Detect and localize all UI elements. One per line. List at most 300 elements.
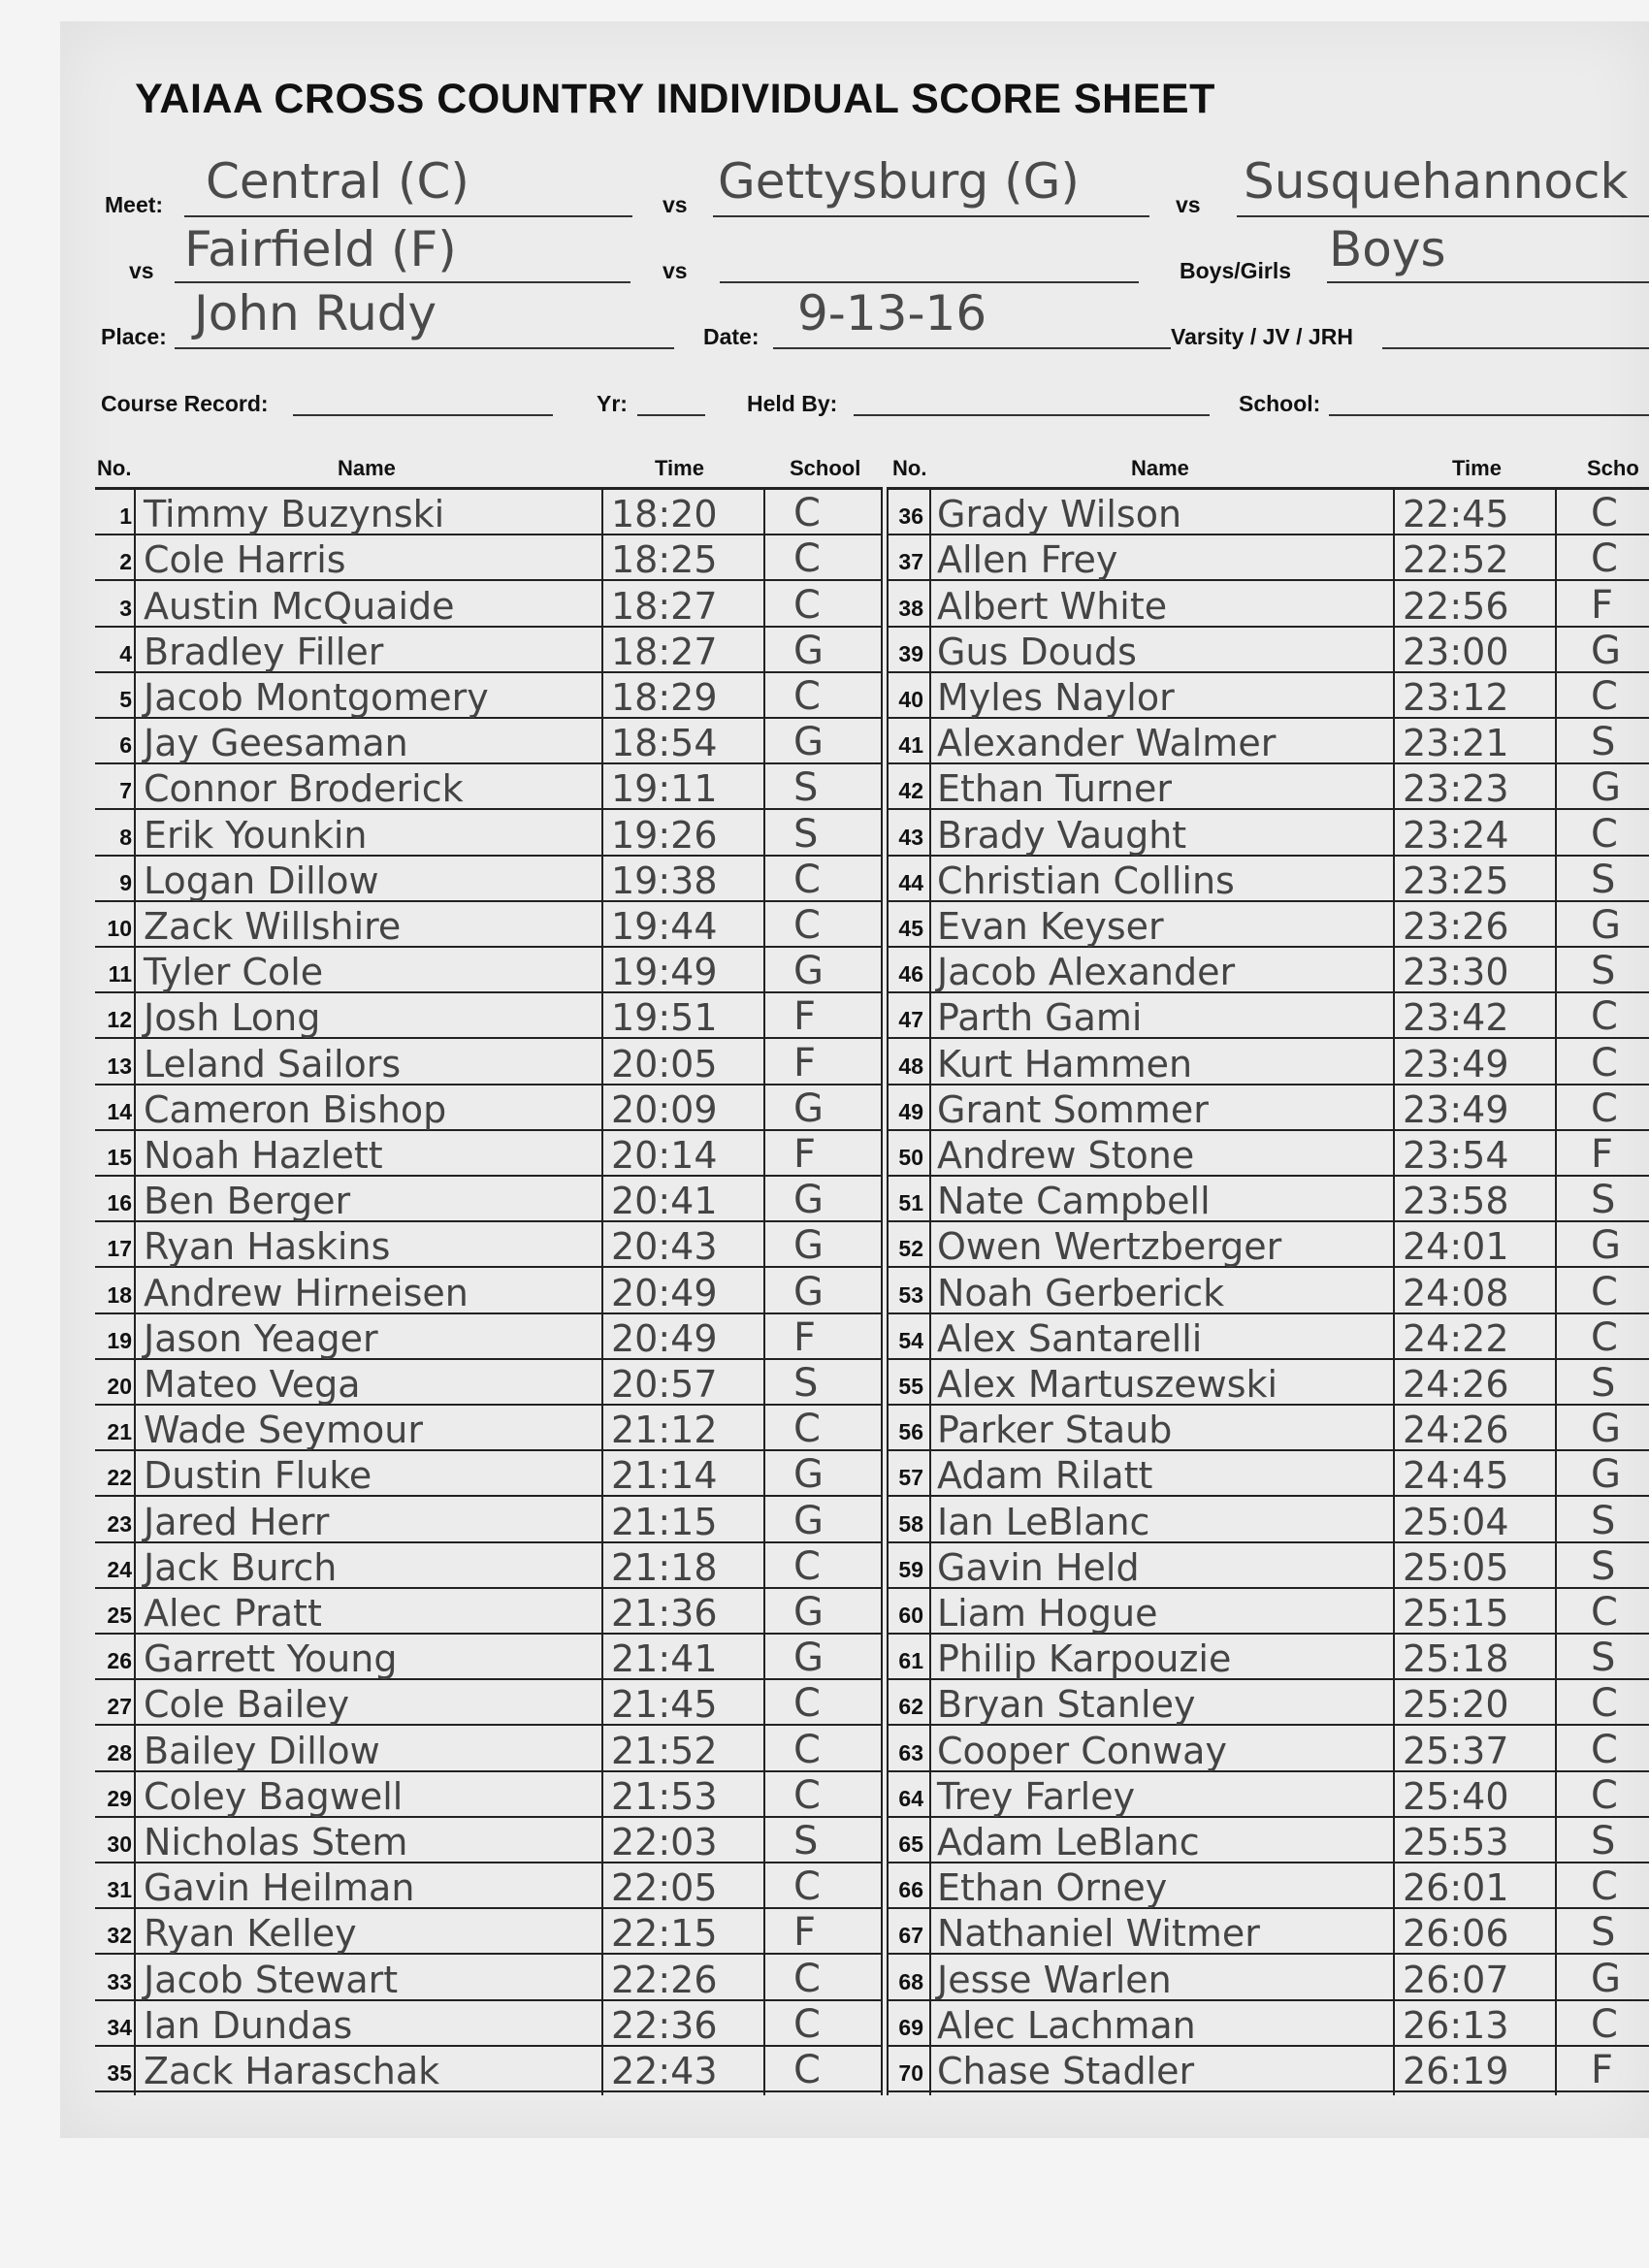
meet-team1-line (184, 215, 632, 217)
row-number: 56 (898, 1419, 923, 1445)
runner-time[interactable]: 22:45 (1403, 493, 1509, 536)
runner-time[interactable]: 23:25 (1403, 859, 1509, 902)
runner-time[interactable]: 19:51 (611, 996, 718, 1040)
runner-time[interactable]: 21:53 (611, 1774, 718, 1818)
runner-school[interactable]: C (1591, 994, 1618, 1040)
runner-name[interactable]: Cameron Bishop (144, 1087, 447, 1131)
runner-school[interactable]: S (1591, 1818, 1616, 1863)
runner-name[interactable]: Bryan Stanley (937, 1683, 1196, 1727)
runner-time[interactable]: 23:23 (1403, 767, 1509, 811)
runner-name[interactable]: Jesse Warlen (937, 1958, 1172, 2001)
runner-time[interactable]: 24:01 (1403, 1225, 1509, 1269)
runner-school[interactable]: F (793, 1131, 817, 1177)
row-number: 12 (107, 1007, 132, 1033)
runner-name[interactable]: Gavin Heilman (144, 1866, 415, 1910)
runner-name[interactable]: Ben Berger (144, 1180, 351, 1223)
table-row (95, 810, 883, 856)
runner-time[interactable]: 22:26 (611, 1958, 718, 2001)
runner-time[interactable]: 21:12 (611, 1409, 718, 1452)
runner-name[interactable]: Jacob Alexander (937, 951, 1236, 994)
table-row (887, 1039, 1649, 1085)
table-row (95, 2001, 883, 2047)
table-row (887, 1680, 1649, 1726)
runner-time[interactable]: 23:26 (1403, 904, 1509, 948)
runner-school[interactable]: G (793, 1085, 824, 1131)
table-row (95, 581, 883, 627)
runner-name[interactable]: Liam Hogue (937, 1591, 1158, 1635)
runner-name[interactable]: Jay Geesaman (144, 722, 408, 765)
runner-time[interactable]: 18:29 (611, 675, 718, 719)
runner-school[interactable]: C (1591, 2001, 1618, 2047)
table-row (887, 1314, 1649, 1360)
runner-time[interactable]: 19:26 (611, 813, 718, 857)
vs-team2-value[interactable]: Gettysburg (G) (718, 153, 1080, 210)
runner-name[interactable]: Evan Keyser (937, 904, 1164, 948)
vs-team4-value[interactable]: Fairfield (F) (184, 221, 457, 277)
runner-name[interactable]: Cole Bailey (144, 1683, 350, 1727)
row-number: 65 (898, 1831, 923, 1857)
table-row (95, 1589, 883, 1635)
runner-time[interactable]: 26:06 (1403, 1912, 1509, 1956)
table-row (887, 1177, 1649, 1222)
row-number: 28 (107, 1739, 132, 1766)
runner-name[interactable]: Bailey Dillow (144, 1729, 380, 1772)
runner-school[interactable]: C (793, 673, 821, 719)
runner-school[interactable]: F (793, 1040, 817, 1085)
runner-school[interactable]: F (793, 1314, 817, 1360)
course-record-line (293, 414, 553, 416)
row-number: 26 (107, 1648, 132, 1674)
runner-name[interactable]: Gavin Held (937, 1545, 1140, 1589)
runner-name[interactable]: Zack Willshire (144, 904, 402, 948)
runner-time[interactable]: 23:58 (1403, 1180, 1509, 1223)
runner-time[interactable]: 24:45 (1403, 1454, 1509, 1498)
runner-name[interactable]: Trey Farley (937, 1774, 1136, 1818)
runner-time[interactable]: 25:18 (1403, 1637, 1509, 1681)
runner-school[interactable]: S (1591, 1910, 1616, 1956)
runner-time[interactable]: 19:44 (611, 904, 718, 948)
runner-name[interactable]: Cooper Conway (937, 1729, 1227, 1772)
runner-school[interactable]: C (793, 582, 821, 628)
runner-name[interactable]: Andrew Hirneisen (144, 1271, 469, 1314)
runner-school[interactable]: G (1591, 1956, 1621, 2001)
table-row (95, 1177, 883, 1222)
runner-school[interactable]: C (1591, 491, 1618, 536)
runner-name[interactable]: Philip Karpouzie (937, 1637, 1232, 1681)
row-number: 9 (119, 869, 132, 895)
runner-name[interactable]: Andrew Stone (937, 1133, 1195, 1177)
table-row (95, 948, 883, 993)
runner-time[interactable]: 20:43 (611, 1225, 718, 1269)
runner-name[interactable]: Tyler Cole (144, 951, 324, 994)
runner-time[interactable]: 18:25 (611, 538, 718, 582)
runner-time[interactable]: 20:49 (611, 1271, 718, 1314)
row-number: 16 (107, 1190, 132, 1216)
row-number: 48 (898, 1053, 923, 1079)
runner-name[interactable]: Allen Frey (937, 538, 1118, 582)
row-number: 20 (107, 1373, 132, 1399)
runner-school[interactable]: S (1591, 1543, 1616, 1589)
runner-school[interactable]: C (1591, 1040, 1618, 1085)
runner-school[interactable]: C (1591, 1589, 1618, 1635)
runner-name[interactable]: Alec Pratt (144, 1591, 322, 1635)
table-row (887, 628, 1649, 673)
runner-time[interactable]: 24:08 (1403, 1271, 1509, 1314)
runner-time[interactable]: 21:14 (611, 1454, 718, 1498)
runner-name[interactable]: Parker Staub (937, 1409, 1173, 1452)
row-number: 33 (107, 1968, 132, 1994)
table-row (95, 1039, 883, 1085)
row-number: 29 (107, 1785, 132, 1811)
runner-time[interactable]: 26:07 (1403, 1958, 1509, 2001)
vs-team3-line (1237, 215, 1649, 217)
runner-time[interactable]: 18:27 (611, 584, 718, 628)
runner-time[interactable]: 23:30 (1403, 951, 1509, 994)
runner-name[interactable]: Dustin Fluke (144, 1454, 372, 1498)
runner-school[interactable]: G (1591, 1407, 1621, 1452)
runner-time[interactable]: 20:57 (611, 1362, 718, 1406)
runner-school[interactable]: C (793, 1772, 821, 1818)
table-row (95, 1131, 883, 1177)
runner-name[interactable]: Ethan Orney (937, 1866, 1168, 1910)
runner-time[interactable]: 22:56 (1403, 584, 1509, 628)
runner-school[interactable]: C (793, 1407, 821, 1452)
runner-school[interactable]: C (793, 2001, 821, 2047)
table-row (95, 2047, 883, 2092)
vs-team3-value[interactable]: Susquehannock (1244, 153, 1629, 210)
school-label: School: (1239, 391, 1321, 416)
runner-name[interactable]: Leland Sailors (144, 1042, 402, 1085)
runner-time[interactable]: 25:53 (1403, 1820, 1509, 1863)
runner-name[interactable]: Bradley Filler (144, 630, 384, 673)
runner-school[interactable]: S (1591, 1178, 1616, 1223)
runner-name[interactable]: Ian LeBlanc (937, 1500, 1150, 1543)
table-row (95, 764, 883, 810)
runner-school[interactable]: C (1591, 536, 1618, 582)
runner-name[interactable]: Parth Gami (937, 996, 1143, 1040)
runner-school[interactable]: C (793, 2047, 821, 2092)
runner-name[interactable]: Gus Douds (937, 630, 1137, 673)
meet-team1-value[interactable]: Central (C) (206, 153, 469, 210)
date-label: Date: (703, 324, 760, 349)
runner-name[interactable]: Alexander Walmer (937, 722, 1277, 765)
runner-school[interactable]: G (1591, 765, 1621, 811)
runner-school[interactable]: G (793, 1452, 824, 1498)
runner-time[interactable]: 25:15 (1403, 1591, 1509, 1635)
row-number: 30 (107, 1831, 132, 1857)
sheet-title: YAIAA CROSS COUNTRY INDIVIDUAL SCORE SHEET (135, 76, 1215, 122)
runner-name[interactable]: Alex Santarelli (937, 1316, 1203, 1360)
runner-time[interactable]: 19:38 (611, 859, 718, 902)
row-number: 64 (898, 1785, 923, 1811)
runner-name[interactable]: Nathaniel Witmer (937, 1912, 1260, 1956)
vs-team4-line (175, 281, 630, 283)
row-number: 46 (898, 961, 923, 988)
table-row (887, 1268, 1649, 1313)
runner-name[interactable]: Jacob Montgomery (144, 675, 489, 719)
runner-time[interactable]: 20:41 (611, 1180, 718, 1223)
table-row (887, 1406, 1649, 1451)
row-number: 49 (898, 1098, 923, 1124)
runner-school[interactable]: C (793, 1681, 821, 1727)
runner-time[interactable]: 25:20 (1403, 1683, 1509, 1727)
runner-time[interactable]: 21:52 (611, 1729, 718, 1772)
runner-name[interactable]: Ethan Turner (937, 767, 1173, 811)
runner-time[interactable]: 26:13 (1403, 2003, 1509, 2047)
runner-time[interactable]: 20:09 (611, 1087, 718, 1131)
row-number: 69 (898, 2014, 923, 2040)
runner-name[interactable]: Cole Harris (144, 538, 346, 582)
table-row (95, 1543, 883, 1589)
runner-school[interactable]: S (793, 1818, 819, 1863)
runner-time[interactable]: 23:49 (1403, 1087, 1509, 1131)
runner-time[interactable]: 21:36 (611, 1591, 718, 1635)
runner-school[interactable]: G (793, 949, 824, 994)
runner-school[interactable]: C (793, 1864, 821, 1910)
runner-name[interactable]: Grady Wilson (937, 493, 1182, 536)
runner-school[interactable]: G (1591, 1452, 1621, 1498)
table-row (887, 1726, 1649, 1771)
runner-name[interactable]: Noah Gerberick (937, 1271, 1225, 1314)
runner-school[interactable]: C (793, 1543, 821, 1589)
runner-name[interactable]: Ryan Kelley (144, 1912, 357, 1956)
header-school-left: School (790, 456, 861, 480)
runner-time[interactable]: 21:18 (611, 1545, 718, 1589)
runner-time[interactable]: 23:24 (1403, 813, 1509, 857)
runner-school[interactable]: S (1591, 857, 1616, 902)
runner-time[interactable]: 24:22 (1403, 1316, 1509, 1360)
runner-time[interactable]: 22:52 (1403, 538, 1509, 582)
runner-school[interactable]: G (1591, 1223, 1621, 1269)
runner-time[interactable]: 18:54 (611, 722, 718, 765)
header-name-left: Name (338, 456, 396, 480)
row-number: 35 (107, 2059, 132, 2086)
table-row (95, 1863, 883, 1909)
runner-name[interactable]: Connor Broderick (144, 767, 464, 811)
runner-school[interactable]: S (1591, 949, 1616, 994)
school-line (1329, 414, 1649, 416)
runner-name[interactable]: Timmy Buzynski (144, 493, 445, 536)
runner-name[interactable]: Christian Collins (937, 859, 1235, 902)
runner-name[interactable]: Garrett Young (144, 1637, 398, 1681)
runner-school[interactable]: G (793, 1178, 824, 1223)
runner-time[interactable]: 26:01 (1403, 1866, 1509, 1910)
runner-school[interactable]: C (793, 1956, 821, 2001)
runner-name[interactable]: Noah Hazlett (144, 1133, 383, 1177)
runner-school[interactable]: F (1591, 582, 1614, 628)
runner-school[interactable]: F (793, 1910, 817, 1956)
row-number: 60 (898, 1602, 923, 1628)
runner-time[interactable]: 18:27 (611, 630, 718, 673)
row-number: 53 (898, 1281, 923, 1308)
runner-time[interactable]: 25:05 (1403, 1545, 1509, 1589)
table-row (95, 1406, 883, 1451)
runner-school[interactable]: S (793, 765, 819, 811)
runner-time[interactable]: 24:26 (1403, 1409, 1509, 1452)
row-number: 61 (898, 1648, 923, 1674)
runner-school[interactable]: C (1591, 1681, 1618, 1727)
runner-school[interactable]: S (1591, 720, 1616, 765)
row-number: 40 (898, 686, 923, 712)
runner-name[interactable]: Owen Wertzberger (937, 1225, 1282, 1269)
row-number: 13 (107, 1053, 132, 1079)
runner-school[interactable]: C (793, 857, 821, 902)
row-number: 55 (898, 1373, 923, 1399)
runner-school[interactable]: C (1591, 1085, 1618, 1131)
runner-school[interactable]: G (793, 628, 824, 673)
runner-time[interactable]: 23:49 (1403, 1042, 1509, 1085)
date-line (773, 347, 1171, 349)
runner-school[interactable]: G (1591, 902, 1621, 948)
runner-name[interactable]: Grant Sommer (937, 1087, 1209, 1131)
table-row (887, 535, 1649, 581)
runner-name[interactable]: Myles Naylor (937, 675, 1175, 719)
runner-school[interactable]: C (1591, 673, 1618, 719)
row-number: 11 (108, 961, 132, 988)
row-number: 41 (898, 732, 923, 759)
date-value[interactable]: 9-13-16 (797, 285, 987, 341)
runner-time[interactable]: 19:49 (611, 951, 718, 994)
row-number: 34 (107, 2014, 132, 2040)
runner-school[interactable]: C (793, 536, 821, 582)
runner-time[interactable]: 18:20 (611, 493, 718, 536)
runner-name[interactable]: Ian Dundas (144, 2003, 353, 2047)
table-row (95, 1085, 883, 1131)
runner-time[interactable]: 23:54 (1403, 1133, 1509, 1177)
runner-time[interactable]: 20:14 (611, 1133, 718, 1177)
runner-school[interactable]: G (793, 720, 824, 765)
runner-name[interactable]: Mateo Vega (144, 1362, 361, 1406)
table-row (95, 1818, 883, 1863)
runner-name[interactable]: Nicholas Stem (144, 1820, 408, 1863)
yr-line (637, 414, 705, 416)
runner-school[interactable]: G (793, 1223, 824, 1269)
runner-school[interactable]: G (793, 1269, 824, 1314)
runner-school[interactable]: C (1591, 811, 1618, 857)
header-name-right: Name (1131, 456, 1189, 480)
header-time-left: Time (655, 456, 704, 480)
runner-school[interactable]: S (793, 811, 819, 857)
runner-name[interactable]: Josh Long (144, 996, 321, 1040)
runner-time[interactable]: 24:26 (1403, 1362, 1509, 1406)
runner-school[interactable]: G (793, 1589, 824, 1635)
runner-time[interactable]: 21:41 (611, 1637, 718, 1681)
runner-name[interactable]: Jared Herr (144, 1500, 330, 1543)
runner-name[interactable]: Adam LeBlanc (937, 1820, 1200, 1863)
runner-time[interactable]: 22:05 (611, 1866, 718, 1910)
runner-school[interactable]: F (793, 994, 817, 1040)
runner-name[interactable]: Logan Dillow (144, 859, 379, 902)
runner-time[interactable]: 23:21 (1403, 722, 1509, 765)
runner-time[interactable]: 22:43 (611, 2049, 718, 2092)
runner-time[interactable]: 22:15 (611, 1912, 718, 1956)
runner-school[interactable]: S (1591, 1360, 1616, 1406)
runner-school[interactable]: F (1591, 1131, 1614, 1177)
runner-school[interactable]: S (1591, 1498, 1616, 1543)
runner-time[interactable]: 25:04 (1403, 1500, 1509, 1543)
row-number: 59 (898, 1556, 923, 1582)
table-row (887, 1955, 1649, 2000)
boys-girls-line (1327, 281, 1649, 283)
runner-school[interactable]: G (793, 1498, 824, 1543)
table-row (887, 1131, 1649, 1177)
runner-school[interactable]: C (1591, 1314, 1618, 1360)
runner-time[interactable]: 23:12 (1403, 675, 1509, 719)
runner-time[interactable]: 21:45 (611, 1683, 718, 1727)
runner-school[interactable]: C (1591, 1727, 1618, 1772)
runner-school[interactable]: S (793, 1360, 819, 1406)
table-row (95, 1635, 883, 1680)
runner-school[interactable]: C (1591, 1864, 1618, 1910)
runner-time[interactable]: 23:42 (1403, 996, 1509, 1040)
runner-time[interactable]: 22:03 (611, 1820, 718, 1863)
runner-school[interactable]: C (793, 902, 821, 948)
table-row (95, 1222, 883, 1268)
runner-name[interactable]: Chase Stadler (937, 2049, 1195, 2092)
vs-team2-line (713, 215, 1149, 217)
runner-time[interactable]: 22:36 (611, 2003, 718, 2047)
runner-school[interactable]: S (1591, 1636, 1616, 1681)
runner-name[interactable]: Ryan Haskins (144, 1225, 391, 1269)
row-number: 5 (119, 686, 132, 712)
runner-name[interactable]: Alec Lachman (937, 2003, 1196, 2047)
header-time-right: Time (1452, 456, 1502, 480)
table-row (95, 1726, 883, 1771)
runner-time[interactable]: 19:11 (611, 767, 718, 811)
place-value[interactable]: John Rudy (194, 285, 437, 341)
table-row (95, 1360, 883, 1406)
runner-name[interactable]: Jason Yeager (144, 1316, 378, 1360)
runner-time[interactable]: 20:49 (611, 1316, 718, 1360)
table-row (887, 764, 1649, 810)
runner-name[interactable]: Zack Haraschak (144, 2049, 440, 2092)
runner-time[interactable]: 26:19 (1403, 2049, 1509, 2092)
runner-name[interactable]: Austin McQuaide (144, 584, 455, 628)
runner-name[interactable]: Nate Campbell (937, 1180, 1211, 1223)
runner-name[interactable]: Albert White (937, 584, 1168, 628)
runner-school[interactable]: C (793, 1727, 821, 1772)
runner-time[interactable]: 23:00 (1403, 630, 1509, 673)
runner-name[interactable]: Kurt Hammen (937, 1042, 1193, 1085)
runner-time[interactable]: 20:05 (611, 1042, 718, 1085)
runner-name[interactable]: Erik Younkin (144, 813, 368, 857)
runner-time[interactable]: 25:37 (1403, 1729, 1509, 1772)
row-number: 3 (119, 595, 132, 621)
row-number: 70 (898, 2059, 923, 2086)
vs-label-3: vs (129, 258, 154, 283)
runner-school[interactable]: C (793, 491, 821, 536)
runner-school[interactable]: F (1591, 2047, 1614, 2092)
runner-school[interactable]: C (1591, 1772, 1618, 1818)
runner-name[interactable]: Wade Seymour (144, 1409, 423, 1452)
boys-girls-value[interactable]: Boys (1329, 221, 1446, 277)
runner-time[interactable]: 25:40 (1403, 1774, 1509, 1818)
left-results-table (95, 490, 883, 2095)
runner-school[interactable]: G (1591, 628, 1621, 673)
runner-time[interactable]: 21:15 (611, 1500, 718, 1543)
runner-name[interactable]: Jacob Stewart (144, 1958, 399, 2001)
runner-name[interactable]: Coley Bagwell (144, 1774, 404, 1818)
header-school-right: Scho (1587, 456, 1639, 480)
runner-school[interactable]: G (793, 1636, 824, 1681)
runner-name[interactable]: Alex Martuszewski (937, 1362, 1278, 1406)
runner-name[interactable]: Adam Rilatt (937, 1454, 1153, 1498)
runner-school[interactable]: C (1591, 1269, 1618, 1314)
table-row (95, 902, 883, 948)
runner-name[interactable]: Jack Burch (144, 1545, 338, 1589)
runner-name[interactable]: Brady Vaught (937, 813, 1187, 857)
row-number: 54 (898, 1327, 923, 1353)
